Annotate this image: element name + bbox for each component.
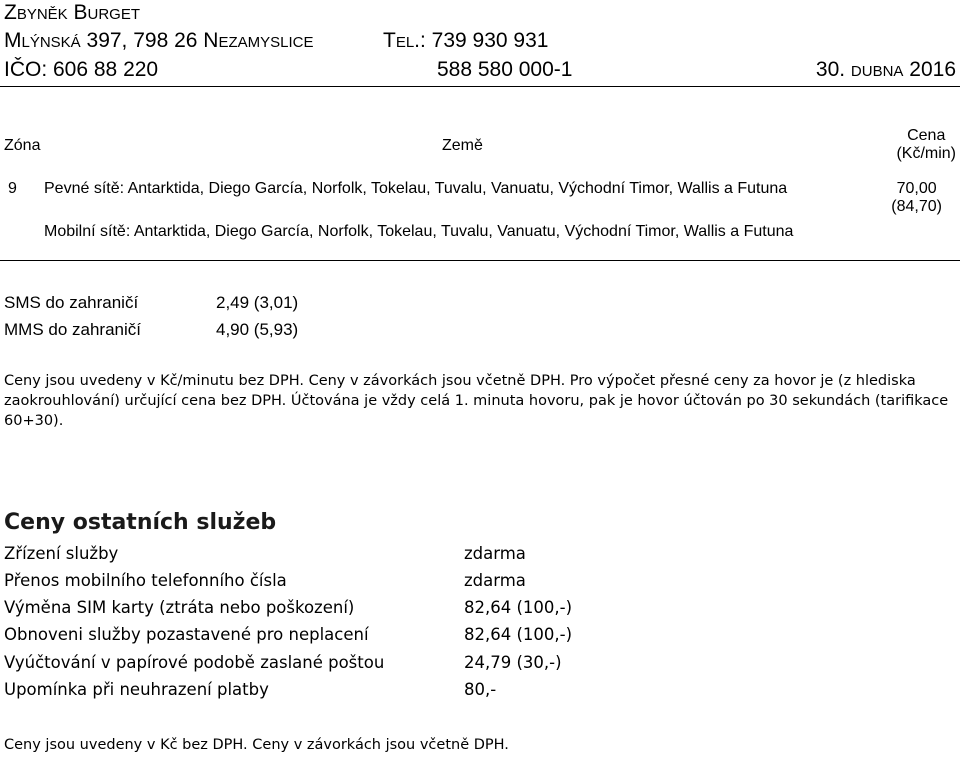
services-title: Ceny ostatních služeb [4,510,277,535]
price-with-vat: (84,70) [891,198,942,215]
price-header-line2: (Kč/min) [896,145,956,162]
provider-ico: IČO: 606 88 220 [4,58,159,81]
mobile-networks-countries: Mobilní sítě: Antarktida, Diego García, Norfolk, Tokelau, Tuvalu, Vanuatu, Východní Timor, Wallis a Futuna [44,223,794,240]
service-price: 80,- [464,680,497,699]
provider-name: Zbyněk Burget [4,1,141,24]
bank-account: 588 580 000-1 [437,58,573,81]
service-label: Upomínka při neuhrazení platby [4,680,269,699]
service-price: 24,79 (30,-) [464,653,562,672]
service-price: zdarma [464,571,526,590]
table-divider [0,260,960,261]
column-header-zone: Zóna [4,137,41,154]
mms-label: MMS do zahraničí [4,320,141,339]
service-price: zdarma [464,544,526,563]
service-label: Výměna SIM karty (ztráta nebo poškození) [4,598,355,617]
column-header-country: Země [442,137,483,154]
service-price: 82,64 (100,-) [464,598,573,617]
provider-phone: Tel.: 739 930 931 [383,29,549,52]
service-label: Přenos mobilního telefonního čísla [4,571,287,590]
zone-number: 9 [8,180,17,197]
service-label: Zřízení služby [4,544,119,563]
service-price: 82,64 (100,-) [464,625,573,644]
document-date: 30. dubna 2016 [815,58,956,81]
service-label: Obnoveni služby pozastavené pro neplacení [4,625,369,644]
provider-address: Mlýnská 397, 798 26 Nezamyslice [4,29,314,52]
zone-price [891,180,942,216]
fixed-networks-countries: Pevné sítě: Antarktida, Diego García, Norfolk, Tokelau, Tuvalu, Vanuatu, Východní Timor, Wallis a Futuna [44,180,788,197]
sms-price: 2,49 (3,01) [216,293,299,312]
header-divider [0,86,960,87]
services-note: Ceny jsou uvedeny v Kč bez DPH. Ceny v závorkách jsou včetně DPH. [4,737,509,753]
service-label: Vyúčtování v papírové podobě zaslané poštou [4,653,385,672]
mms-price: 4,90 (5,93) [216,320,299,339]
tariff-note: Ceny jsou uvedeny v Kč/minutu bez DPH. Ceny v závorkách jsou včetně DPH. Pro výpočet přesné ceny za hovor je (z hlediska zaokrouhlování) určující cena bez DPH. Účtována je vždy celá 1. minuta hovoru, pak je hovor účtován po 30 sekundách (tarifikace 60+30). [4,373,949,429]
price-header-line1: Cena [907,127,946,144]
column-header-price [896,127,956,163]
sms-label: SMS do zahraničí [4,293,139,312]
price-without-vat: 70,00 [896,180,937,197]
